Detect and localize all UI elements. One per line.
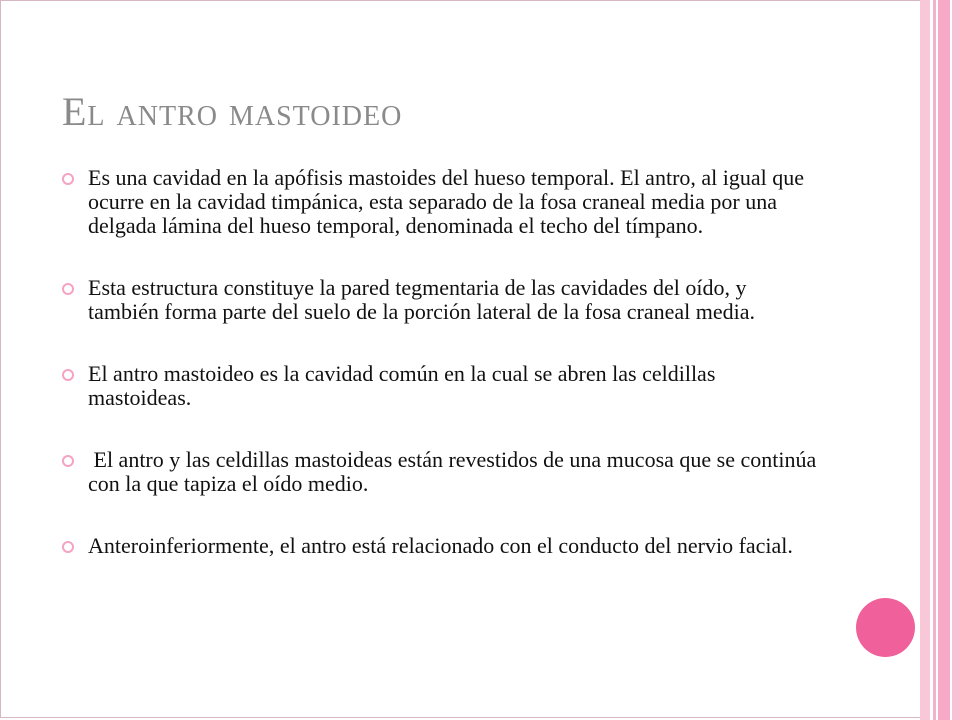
bullet-text: Anteroinferiormente, el antro está relacionado con el conducto del nervio facial. xyxy=(88,533,793,558)
bullet-text: El antro mastoideo es la cavidad común en la cual se abren las celdillas mastoideas. xyxy=(88,361,721,410)
bullet-item xyxy=(62,448,822,496)
decorative-circle xyxy=(856,598,915,657)
stripe xyxy=(920,0,930,720)
circle-bullet-icon xyxy=(62,173,74,185)
bullet-item xyxy=(62,276,822,324)
stripe xyxy=(938,0,950,720)
bullet-text: Es una cavidad en la apófisis mastoides del hueso temporal. El antro, al igual que ocurre en la cavidad timpánica, esta separado de la fosa craneal media por una delgada lámina del hueso temporal, denominada el techo del tímpano. xyxy=(88,165,810,238)
bullet-item xyxy=(62,166,822,238)
bullet-list xyxy=(62,166,822,596)
circle-bullet-icon xyxy=(62,369,74,381)
circle-bullet-icon xyxy=(62,455,74,467)
decorative-stripes xyxy=(920,0,960,720)
bullet-item xyxy=(62,534,822,558)
bullet-item xyxy=(62,362,822,410)
stripe xyxy=(952,0,960,720)
bullet-text: El antro y las celdillas mastoideas están revestidos de una mucosa que se continúa con la que tapiza el oído medio. xyxy=(88,447,822,496)
circle-bullet-icon xyxy=(62,283,74,295)
circle-bullet-icon xyxy=(62,541,74,553)
slide-title: El antro mastoideo xyxy=(62,89,403,134)
bullet-text: Esta estructura constituye la pared tegmentaria de las cavidades del oído, y también forma parte del suelo de la porción lateral de la fosa craneal media. xyxy=(88,275,756,324)
